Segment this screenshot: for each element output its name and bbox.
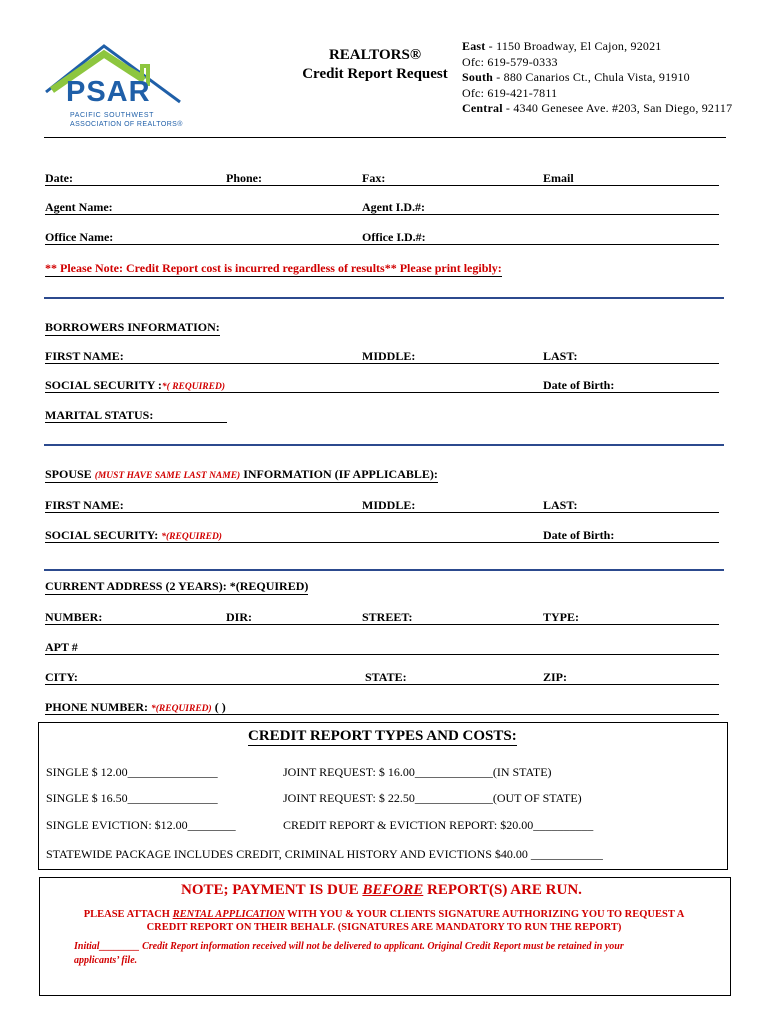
dir-label: DIR: (226, 610, 252, 624)
statewide-package-option[interactable]: STATEWIDE PACKAGE INCLUDES CREDIT, CRIMINAL HISTORY AND EVICTIONS $40.00 ____________ (46, 847, 603, 861)
number-label: NUMBER: (45, 610, 103, 624)
payment-heading: NOTE; PAYMENT IS DUE BEFORE REPORT(S) ARE RUN. (181, 882, 582, 898)
initial-disclaimer: Initial________ Credit Report information received will not be delivered to applicant. Original Credit Report must be retained in your applicants’ file. (74, 941, 624, 966)
cost-note: ** Please Note: Credit Report cost is incurred regardless of results** Please print legibly: (45, 261, 502, 275)
single-eviction-option[interactable]: SINGLE EVICTION: $12.00________ (46, 818, 236, 832)
logo-subtext-2: ASSOCIATION OF REALTORS® (70, 121, 183, 128)
section-divider-2 (44, 444, 724, 446)
rental-application-link: RENTAL APPLICATION (172, 909, 285, 920)
title-credit-report-request: Credit Report Request (302, 66, 448, 82)
spouse-middle-label: MIDDLE: (362, 498, 416, 512)
joint-22-option[interactable]: JOINT REQUEST: $ 22.50_____________(OUT OF STATE) (283, 791, 582, 805)
title-realtors: REALTORS® (328, 47, 422, 63)
office-east-phone: Ofc: 619-579-0333 (462, 54, 558, 69)
form-title (296, 46, 454, 84)
zip-label: ZIP: (543, 670, 567, 684)
office-east: East - 1150 Broadway, El Cajon, 92021 (462, 39, 662, 53)
phone-number-label: PHONE NUMBER: *(REQUIRED) ( ) (45, 700, 226, 714)
spouse-ssn-label: SOCIAL SECURITY: *(REQUIRED) (45, 528, 222, 542)
joint-16-option[interactable]: JOINT REQUEST: $ 16.00_____________(IN STATE) (283, 765, 552, 779)
attach-instruction: PLEASE ATTACH RENTAL APPLICATION WITH YOU & YOUR CLIENTS SIGNATURE AUTHORIZING YOU TO REQUEST A CREDIT REPORT ON THEIR BEHALF. (SIGNATURES ARE MANDATORY TO RUN THE REPORT) (83, 909, 685, 933)
agent-name-label: Agent Name: (45, 200, 113, 214)
apt-row[interactable] (45, 639, 719, 655)
borrower-middle-label: MIDDLE: (362, 349, 416, 363)
borrower-first-name-label: FIRST NAME: (45, 349, 124, 363)
spouse-heading: SPOUSE (MUST HAVE SAME LAST NAME) INFORMATION (IF APPLICABLE): (45, 467, 438, 481)
address-heading: CURRENT ADDRESS (2 YEARS): *(REQUIRED) (45, 579, 309, 593)
office-name-label: Office Name: (45, 230, 114, 244)
borrower-dob-label: Date of Birth: (543, 378, 615, 392)
logo-subtext-1: PACIFIC SOUTHWEST (70, 112, 154, 119)
marital-status-label: MARITAL STATUS: (45, 408, 154, 422)
apt-label: APT # (45, 640, 78, 654)
type-label: TYPE: (543, 610, 579, 624)
spouse-last-label: LAST: (543, 498, 578, 512)
required-marker: *( REQUIRED) (161, 382, 225, 392)
borrower-ssn-label: SOCIAL SECURITY :*( REQUIRED) (45, 378, 225, 392)
agent-id-label: Agent I.D.#: (362, 200, 425, 214)
spouse-ssn-required-marker: *(REQUIRED) (161, 532, 222, 542)
office-addresses (462, 39, 762, 117)
credit-eviction-option[interactable]: CREDIT REPORT & EVICTION REPORT: $20.00__________ (283, 818, 594, 832)
spouse-required-marker: (MUST HAVE SAME LAST NAME) (94, 471, 241, 481)
email-label: Email (543, 171, 574, 185)
office-south-phone: Ofc: 619-421-7811 (462, 85, 558, 100)
logo-text: PSAR (66, 76, 151, 108)
borrower-heading: BORROWERS INFORMATION: (45, 320, 220, 334)
state-label: STATE: (365, 670, 407, 684)
street-label: STREET: (362, 610, 413, 624)
fax-label: Fax: (362, 171, 386, 185)
single-16-option[interactable]: SINGLE $ 16.50_______________ (46, 791, 218, 805)
phone-required-marker: *(REQUIRED) (151, 704, 212, 714)
spouse-dob-label: Date of Birth: (543, 528, 615, 542)
single-12-option[interactable]: SINGLE $ 12.00_______________ (46, 765, 218, 779)
city-label: CITY: (45, 670, 78, 684)
office-central: Central - 4340 Genesee Ave. #203, San Diego, 92117 (462, 101, 733, 115)
borrower-last-label: LAST: (543, 349, 578, 363)
date-label: Date: (45, 171, 73, 185)
costs-heading: CREDIT REPORT TYPES AND COSTS: (248, 728, 517, 744)
phone-label: Phone: (226, 171, 262, 185)
spouse-first-name-label: FIRST NAME: (45, 498, 124, 512)
office-south: South - 880 Canarios Ct., Chula Vista, 91910 (462, 70, 690, 84)
section-divider-1 (44, 297, 724, 299)
office-id-label: Office I.D.#: (362, 230, 426, 244)
section-divider-3 (44, 569, 724, 571)
before-emphasis: BEFORE (362, 882, 424, 898)
header-rule (44, 137, 726, 138)
